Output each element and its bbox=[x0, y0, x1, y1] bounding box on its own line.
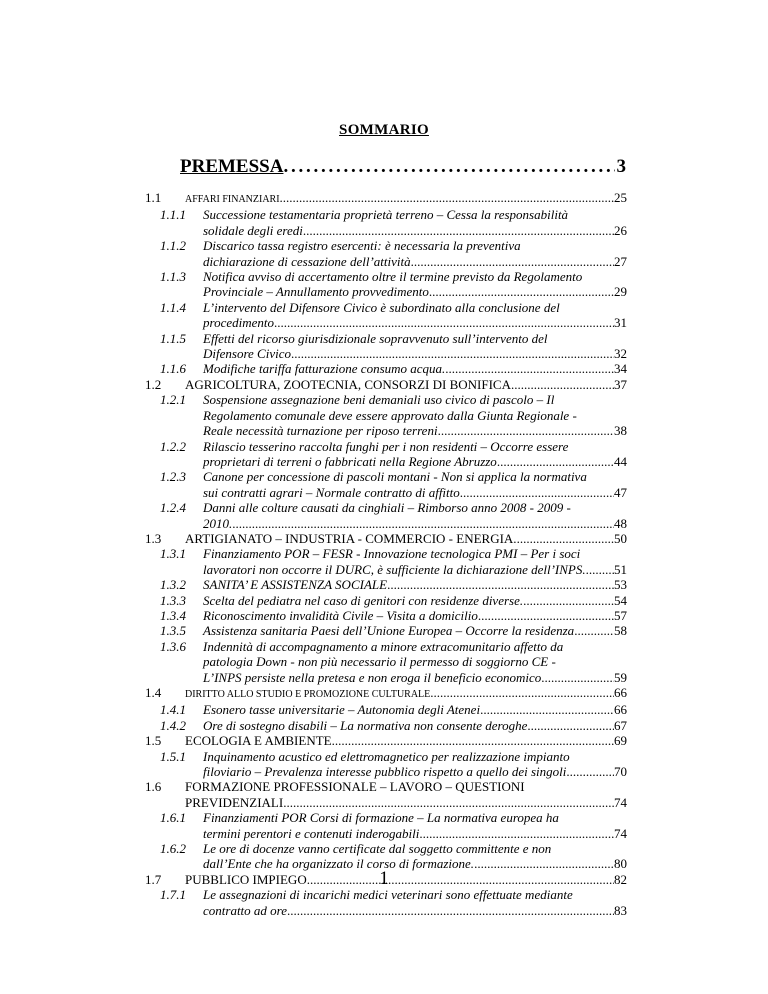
toc-entry-line bbox=[203, 810, 627, 825]
toc-entry-body bbox=[203, 749, 627, 780]
toc-entry-line bbox=[203, 577, 627, 592]
toc-entry-1-1[interactable] bbox=[0, 190, 768, 207]
toc-entry-text: Difensore Civico bbox=[203, 346, 291, 362]
toc-entry-1-2-2[interactable] bbox=[0, 439, 768, 470]
toc-entry-number: 1.6 bbox=[145, 779, 162, 795]
toc-entry-text: solidale degli eredi bbox=[203, 222, 303, 238]
toc-entry-line bbox=[203, 315, 627, 330]
toc-entry-text: PREVIDENZIALI bbox=[185, 794, 284, 810]
toc-entry-number: 1.1.6 bbox=[160, 361, 186, 377]
toc-entry-body bbox=[185, 779, 627, 810]
toc-entry-page: 47 bbox=[614, 484, 627, 500]
toc-entry-line bbox=[203, 500, 627, 515]
dot-leader bbox=[387, 577, 614, 592]
toc-entry-number: 1.1.4 bbox=[160, 299, 186, 315]
toc-entry-line bbox=[203, 608, 627, 623]
toc-entry-text: proprietari di terreni o fabbricati nella Regione Abruzzo bbox=[203, 453, 497, 469]
toc-entry-body bbox=[203, 469, 627, 500]
toc-entry-text: patologia Down - non più necessario il permesso di soggiorno CE - bbox=[203, 654, 556, 670]
toc-entry-line bbox=[185, 685, 627, 702]
dot-leader bbox=[430, 685, 614, 700]
toc-entry-text: Scelta del pediatra nel caso di genitori con residenze diverse. bbox=[203, 592, 524, 608]
toc-entry-text: Effetti del ricorso giurisdizionale sopravvenuto sull’intervento del bbox=[203, 330, 548, 346]
preface-label: PREMESSA bbox=[180, 156, 284, 177]
toc-entry-1-4-2[interactable] bbox=[0, 718, 768, 733]
toc-entry-number: 1.2.3 bbox=[160, 469, 186, 485]
toc-entry-page: 70 bbox=[614, 764, 627, 780]
dot-leader bbox=[478, 608, 614, 623]
page-number: 1 bbox=[379, 868, 389, 889]
toc-entry-text: Successione testamentaria proprietà terreno – Cessa la responsabilità bbox=[203, 207, 569, 223]
toc-entry-line bbox=[203, 903, 627, 918]
preface-page: 3 bbox=[616, 156, 626, 177]
table-of-contents bbox=[0, 190, 768, 918]
toc-entry-text: procedimento bbox=[203, 315, 274, 331]
toc-entry-line bbox=[185, 795, 627, 810]
toc-entry-page: 74 bbox=[614, 794, 627, 810]
toc-entry-line bbox=[203, 546, 627, 561]
toc-entry-text: Regolamento comunale deve essere approvato dalla Giunta Regionale - bbox=[203, 407, 577, 423]
toc-entry-body bbox=[203, 500, 627, 531]
toc-entry-line bbox=[203, 639, 627, 654]
toc-entry-text: Sospensione assegnazione beni demaniali uso civico di pascolo – Il bbox=[203, 392, 555, 408]
toc-entry-number: 1.3.2 bbox=[160, 577, 186, 593]
toc-entry-page: 83 bbox=[614, 902, 627, 918]
toc-entry-page: 32 bbox=[614, 346, 627, 362]
toc-entry-1-1-6[interactable] bbox=[0, 361, 768, 376]
toc-entry-line bbox=[203, 361, 627, 376]
toc-entry-1-3-4[interactable] bbox=[0, 608, 768, 623]
toc-entry-number: 1.1.5 bbox=[160, 330, 186, 346]
toc-entry-line bbox=[203, 207, 627, 222]
toc-entry-text: ECOLOGIA E AMBIENTE bbox=[185, 733, 332, 749]
toc-preface-entry[interactable] bbox=[180, 156, 626, 180]
toc-entry-number: 1.4.1 bbox=[160, 702, 186, 718]
dot-leader bbox=[460, 485, 614, 500]
toc-entry-line bbox=[203, 485, 627, 500]
toc-entry-body bbox=[203, 300, 627, 331]
toc-entry-number: 1.5 bbox=[145, 733, 162, 749]
toc-entry-page: 53 bbox=[614, 577, 627, 593]
toc-entry-text: PUBBLICO IMPIEGO bbox=[185, 871, 307, 887]
toc-entry-line bbox=[203, 223, 627, 238]
dot-leader bbox=[497, 454, 614, 469]
toc-entry-text: Esonero tasse universitarie – Autonomia degli Atenei bbox=[203, 702, 481, 718]
toc-entry-page: 48 bbox=[614, 515, 627, 531]
toc-entry-page: 57 bbox=[614, 607, 627, 623]
toc-entry-1-3[interactable] bbox=[0, 531, 768, 546]
toc-entry-page: 31 bbox=[614, 315, 627, 331]
toc-entry-text: Canone per concessione di pascoli montani - Non si applica la normativa bbox=[203, 469, 587, 485]
toc-entry-text: termini perentori e contenuti inderogabili bbox=[203, 825, 420, 841]
toc-entry-1-2-1[interactable] bbox=[0, 392, 768, 438]
dot-leader bbox=[274, 315, 614, 330]
toc-entry-line bbox=[203, 841, 627, 856]
toc-entry-line bbox=[203, 469, 627, 484]
toc-entry-number: 1.1 bbox=[145, 190, 162, 205]
toc-entry-number: 1.5.1 bbox=[160, 748, 186, 764]
toc-entry-page: 54 bbox=[614, 592, 627, 608]
dot-leader bbox=[332, 733, 614, 748]
toc-entry-line bbox=[203, 331, 627, 346]
toc-entry-1-3-2[interactable] bbox=[0, 577, 768, 592]
toc-entry-text: Rilascio tesserino raccolta funghi per i non residenti – Occorre essere bbox=[203, 438, 569, 454]
toc-entry-line bbox=[203, 454, 627, 469]
toc-entry-text: Indennità di accompagnamento a minore extracomunitario affetto da bbox=[203, 638, 564, 654]
toc-entry-number: 1.1.1 bbox=[160, 207, 186, 223]
toc-entry-text: 2010. bbox=[203, 515, 233, 531]
dot-leader bbox=[419, 826, 614, 841]
toc-entry-1-6-1[interactable] bbox=[0, 810, 768, 841]
toc-entry-body bbox=[203, 577, 627, 592]
toc-entry-text: filoviario – Prevalenza interesse pubblico rispetto a quello dei singoli bbox=[203, 764, 567, 780]
toc-entry-page: 69 bbox=[614, 733, 627, 749]
toc-entry-line bbox=[203, 623, 627, 638]
toc-entry-page: 25 bbox=[614, 190, 627, 205]
toc-entry-line bbox=[185, 733, 627, 748]
toc-entry-page: 59 bbox=[614, 669, 627, 685]
toc-entry-number: 1.3.3 bbox=[160, 592, 186, 608]
toc-entry-line bbox=[203, 284, 627, 299]
toc-entry-number: 1.6.2 bbox=[160, 841, 186, 857]
toc-entry-body bbox=[185, 685, 627, 702]
toc-entry-body bbox=[203, 546, 627, 577]
toc-entry-text: Danni alle colture causati da cinghiali – Rimborso anno 2008 - 2009 - bbox=[203, 500, 571, 516]
toc-entry-page: 26 bbox=[614, 222, 627, 238]
toc-entry-line bbox=[203, 593, 627, 608]
toc-entry-number: 1.3.1 bbox=[160, 546, 186, 562]
toc-entry-body bbox=[203, 639, 627, 685]
toc-entry-line bbox=[203, 346, 627, 361]
toc-entry-number: 1.7 bbox=[145, 871, 162, 887]
toc-entry-page: 74 bbox=[614, 825, 627, 841]
toc-entry-number: 1.2.2 bbox=[160, 438, 186, 454]
toc-entry-1-2-4[interactable] bbox=[0, 500, 768, 531]
toc-entry-1-1-1[interactable] bbox=[0, 207, 768, 238]
toc-entry-number: 1.4 bbox=[145, 685, 162, 700]
dot-leader bbox=[586, 562, 614, 577]
toc-entry-page: 29 bbox=[614, 284, 627, 300]
toc-entry-text: contratto ad ore bbox=[203, 902, 288, 918]
toc-entry-body bbox=[203, 238, 627, 269]
toc-entry-1-3-6[interactable] bbox=[0, 639, 768, 685]
toc-entry-body bbox=[185, 733, 627, 748]
toc-entry-number: 1.3.5 bbox=[160, 623, 186, 639]
toc-entry-body bbox=[203, 439, 627, 470]
toc-entry-body bbox=[203, 207, 627, 238]
toc-entry-1-2[interactable] bbox=[0, 377, 768, 392]
toc-entry-text: Le ore di docenze vanno certificate dal soggetto committente e non bbox=[203, 841, 552, 857]
toc-entry-text: ARTIGIANATO – INDUSTRIA - COMMERCIO - ENERGIA. bbox=[185, 530, 517, 546]
toc-entry-line bbox=[203, 238, 627, 253]
toc-entry-page: 82 bbox=[614, 871, 627, 887]
toc-entry-body bbox=[203, 702, 627, 717]
toc-entry-1-7-1[interactable] bbox=[0, 887, 768, 918]
dot-leader bbox=[523, 593, 614, 608]
dot-leader bbox=[291, 346, 614, 361]
toc-entry-number: 1.4.2 bbox=[160, 717, 186, 733]
toc-entry-text: Riconoscimento invalidità Civile – Visita a domicilio bbox=[203, 607, 478, 623]
toc-entry-1-1-4[interactable] bbox=[0, 300, 768, 331]
toc-entry-body bbox=[203, 608, 627, 623]
toc-entry-line bbox=[203, 749, 627, 764]
dot-leader bbox=[438, 423, 614, 438]
toc-entry-1-3-3[interactable] bbox=[0, 593, 768, 608]
toc-entry-text: dichiarazione di cessazione dell’attività bbox=[203, 253, 411, 269]
dot-leader bbox=[566, 764, 614, 779]
dot-leader bbox=[232, 516, 614, 531]
dot-leader bbox=[541, 670, 614, 685]
dot-leader bbox=[429, 284, 614, 299]
toc-entry-text: Inquinamento acustico ed elettromagnetico per realizzazione impianto bbox=[203, 748, 570, 764]
dot-leader bbox=[445, 361, 614, 376]
toc-entry-text: lavoratori non occorre il DURC, è sufficiente la dichiarazione dell’INPS. bbox=[203, 561, 586, 577]
toc-entry-body bbox=[203, 361, 627, 376]
page-title: SOMMARIO bbox=[339, 122, 429, 138]
toc-entry-body bbox=[185, 531, 627, 546]
toc-entry-body bbox=[203, 331, 627, 362]
toc-entry-number: 1.3 bbox=[145, 530, 162, 546]
toc-entry-text: Finanziamento POR – FESR - Innovazione tecnologica PMI – Per i soci bbox=[203, 546, 581, 562]
toc-entry-text: AGRICOLTURA, ZOOTECNIA, CONSORZI DI BONIFICA bbox=[185, 376, 511, 392]
toc-entry-line bbox=[185, 377, 627, 392]
toc-entry-body bbox=[203, 623, 627, 638]
toc-entry-page: 34 bbox=[614, 361, 627, 377]
toc-entry-body bbox=[203, 887, 627, 918]
toc-entry-line bbox=[185, 779, 627, 794]
toc-entry-page: 37 bbox=[614, 376, 627, 392]
toc-entry-text: sui contratti agrari – Normale contratto di affitto bbox=[203, 484, 460, 500]
dot-leader bbox=[411, 254, 614, 269]
toc-entry-number: 1.1.3 bbox=[160, 269, 186, 285]
toc-entry-text: AFFARI FINANZIARI bbox=[185, 194, 280, 205]
toc-entry-body bbox=[203, 810, 627, 841]
toc-entry-text: FORMAZIONE PROFESSIONALE – LAVORO – QUESTIONI bbox=[185, 779, 525, 795]
toc-entry-body bbox=[203, 392, 627, 438]
toc-entry-line bbox=[203, 826, 627, 841]
toc-entry-number: 1.2.1 bbox=[160, 392, 186, 408]
toc-entry-page: 38 bbox=[614, 423, 627, 439]
toc-entry-page: 80 bbox=[614, 856, 627, 872]
toc-entry-line bbox=[185, 531, 627, 546]
toc-entry-1-1-2[interactable] bbox=[0, 238, 768, 269]
toc-entry-line bbox=[203, 670, 627, 685]
toc-entry-line bbox=[203, 423, 627, 438]
toc-entry-page: 27 bbox=[614, 253, 627, 269]
toc-entry-text: Notifica avviso di accertamento oltre il termine previsto da Regolamento bbox=[203, 269, 583, 285]
toc-entry-line bbox=[203, 408, 627, 423]
toc-entry-line bbox=[203, 392, 627, 407]
dot-leader bbox=[517, 531, 614, 546]
toc-entry-1-4-1[interactable] bbox=[0, 702, 768, 717]
toc-entry-text: Discarico tassa registro esercenti: è necessaria la preventiva bbox=[203, 238, 521, 254]
toc-entry-page: 66 bbox=[614, 702, 627, 718]
toc-entry-body bbox=[185, 190, 627, 207]
toc-entry-line bbox=[203, 300, 627, 315]
dot-leader bbox=[287, 903, 614, 918]
toc-entry-body bbox=[203, 269, 627, 300]
toc-entry-number: 1.2 bbox=[145, 376, 162, 392]
toc-entry-text: L’INPS persiste nella pretesa e non eroga il beneficio economico bbox=[203, 669, 542, 685]
toc-entry-number: 1.3.4 bbox=[160, 607, 186, 623]
toc-entry-1-2-3[interactable] bbox=[0, 469, 768, 500]
toc-entry-page: 67 bbox=[614, 717, 627, 733]
toc-entry-page: 58 bbox=[614, 623, 627, 639]
toc-entry-number: 1.7.1 bbox=[160, 887, 186, 903]
toc-entry-text: L’intervento del Difensore Civico è subordinato alla conclusione del bbox=[203, 299, 560, 315]
dot-leader bbox=[527, 718, 614, 733]
toc-entry-text: Ore di sostegno disabili – La normativa non consente deroghe bbox=[203, 717, 528, 733]
toc-entry-text: Finanziamenti POR Corsi di formazione – La normativa europea ha bbox=[203, 810, 559, 826]
toc-entry-1-5[interactable] bbox=[0, 733, 768, 748]
toc-entry-line bbox=[203, 516, 627, 531]
toc-entry-number: 1.6.1 bbox=[160, 810, 186, 826]
toc-entry-line bbox=[203, 718, 627, 733]
toc-entry-body bbox=[185, 377, 627, 392]
dot-leader bbox=[574, 623, 614, 638]
toc-entry-text: Provinciale – Annullamento provvedimento bbox=[203, 284, 429, 300]
toc-entry-number: 1.3.6 bbox=[160, 638, 186, 654]
toc-entry-1-5-1[interactable] bbox=[0, 749, 768, 780]
dot-leader bbox=[283, 156, 614, 178]
toc-entry-text: SANITA’ E ASSISTENZA SOCIALE bbox=[203, 577, 388, 593]
toc-entry-page: 50 bbox=[614, 530, 627, 546]
toc-entry-line bbox=[203, 439, 627, 454]
toc-entry-line bbox=[203, 562, 627, 577]
toc-entry-text: DIRITTO ALLO STUDIO E PROMOZIONE CULTURALE bbox=[185, 689, 431, 700]
toc-entry-1-3-5[interactable] bbox=[0, 623, 768, 638]
dot-leader bbox=[280, 190, 614, 205]
dot-leader bbox=[480, 702, 614, 717]
toc-entry-body bbox=[203, 593, 627, 608]
toc-entry-1-4[interactable] bbox=[0, 685, 768, 702]
toc-entry-text: dall’Ente che ha organizzato il corso di formazione. bbox=[203, 856, 475, 872]
toc-entry-line bbox=[203, 254, 627, 269]
toc-entry-1-3-1[interactable] bbox=[0, 546, 768, 577]
toc-entry-line bbox=[203, 764, 627, 779]
dot-leader bbox=[283, 795, 614, 810]
toc-entry-number: 1.1.2 bbox=[160, 238, 186, 254]
toc-entry-page: 44 bbox=[614, 453, 627, 469]
toc-entry-text: Reale necessità turnazione per riposo terreni bbox=[203, 423, 438, 439]
toc-entry-page: 66 bbox=[614, 685, 627, 700]
toc-entry-1-6[interactable] bbox=[0, 779, 768, 810]
toc-entry-number: 1.2.4 bbox=[160, 500, 186, 516]
toc-entry-line bbox=[185, 190, 627, 207]
toc-entry-text: Modifiche tariffa fatturazione consumo acqua. bbox=[203, 361, 446, 377]
toc-entry-page: 51 bbox=[614, 561, 627, 577]
toc-entry-1-1-3[interactable] bbox=[0, 269, 768, 300]
toc-entry-line bbox=[203, 702, 627, 717]
toc-entry-body bbox=[203, 718, 627, 733]
toc-entry-line bbox=[203, 654, 627, 669]
dot-leader bbox=[511, 377, 614, 392]
toc-entry-1-1-5[interactable] bbox=[0, 331, 768, 362]
toc-entry-text: Le assegnazioni di incarichi medici veterinari sono effettuate mediante bbox=[203, 887, 573, 903]
toc-entry-text: Assistenza sanitaria Paesi dell’Unione Europea – Occorre la residenza bbox=[203, 623, 575, 639]
dot-leader bbox=[303, 223, 614, 238]
toc-entry-line bbox=[203, 269, 627, 284]
